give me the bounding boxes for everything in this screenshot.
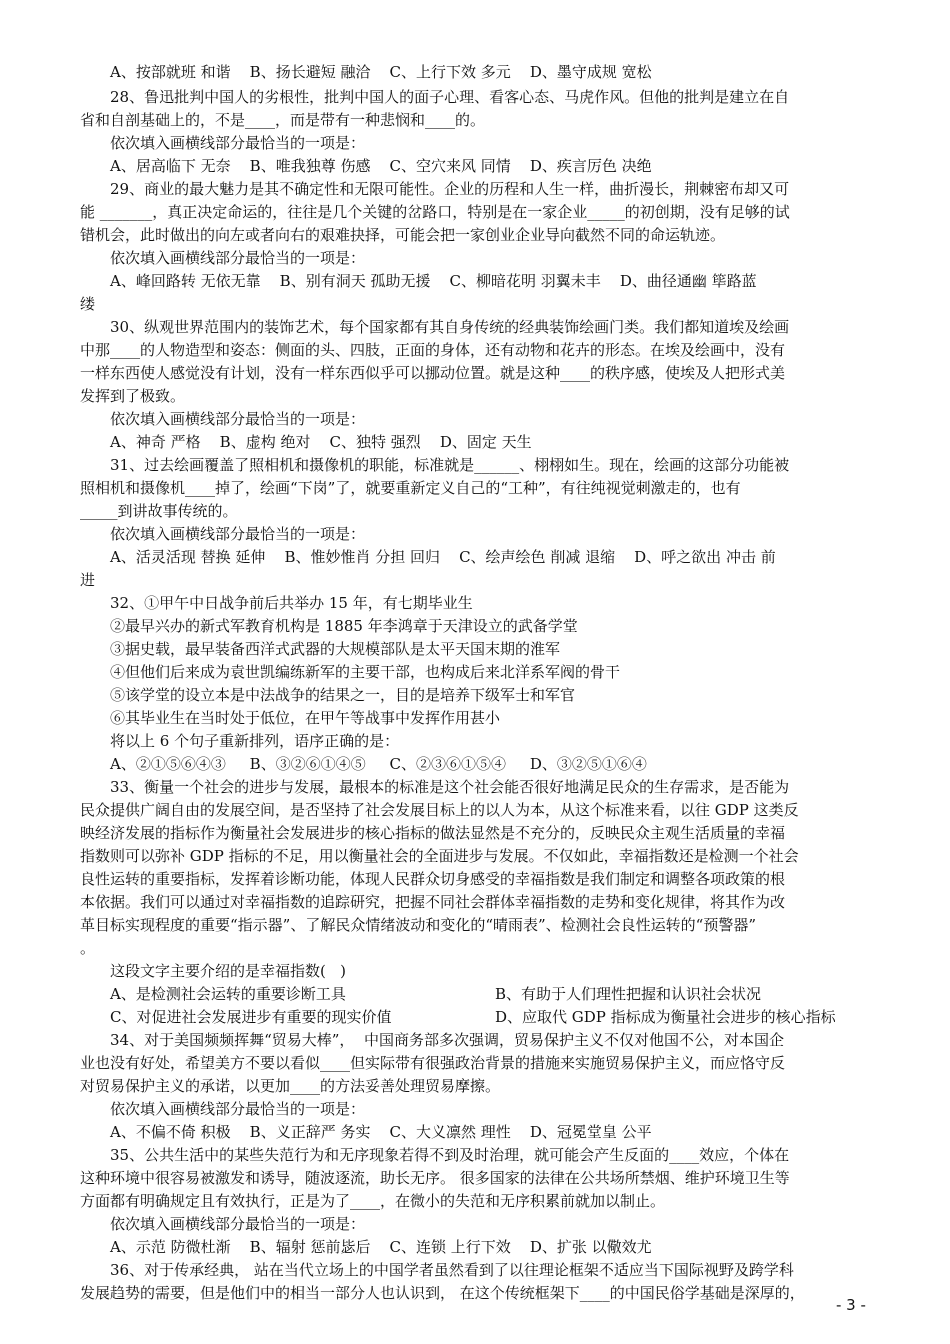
- q32-sentence: ④但他们后来成为袁世凯编练新军的主要干部，也构成后来北洋系军阀的骨干: [110, 663, 621, 681]
- q34-stem-line: 34、对于美国频频挥舞“贸易大棒”， 中国商务部多次强调，贸易保护主义不仅对他国不公，对本国企: [110, 1031, 784, 1049]
- q35-stem-line: 35、公共生活中的某些失范行为和无序现象若得不到及时治理，就可能会产生反面的____效应，个体在: [110, 1146, 790, 1164]
- q29-prompt: 依次填入画横线部分最恰当的一项是：: [110, 249, 366, 267]
- page-number: - 3 -: [836, 1296, 866, 1314]
- q29-options: A、峰回路转 无依无靠 B、别有洞天 孤助无援 C、柳暗花明 羽翼未丰 D、曲径通幽 筚路蓝: [110, 272, 757, 290]
- q31-stem-line: 照相机和摄像机____掉了，绘画“下岗”了，就要重新定义自己的“工种”，有往纯视觉刺激走的，也有: [80, 479, 741, 497]
- q33-prompt: 这段文字主要介绍的是幸福指数( ): [110, 962, 347, 980]
- q30-prompt: 依次填入画横线部分最恰当的一项是：: [110, 410, 366, 428]
- q35-stem-line: 方面都有明确规定且有效执行，正是为了____，在微小的失范和无序积累前就加以制止。: [80, 1192, 666, 1210]
- q33-stem-line: 。: [80, 939, 96, 957]
- q33-stem-line: 革目标实现程度的重要“指示器”、了解民众情绪波动和变化的“晴雨表”、检测社会良性运转的“预警器”: [80, 916, 757, 934]
- q28-stem-line: 28、鲁迅批判中国人的劣根性，批判中国人的面子心理、看客心态、马虎作风。但他的批判是建立在自: [110, 88, 790, 106]
- q32-sentence: ⑤该学堂的设立本是中法战争的结果之一，目的是培养下级军士和军官: [110, 686, 576, 704]
- q31-options: A、活灵活现 替换 延伸 B、惟妙惟肖 分担 回归 C、绘声绘色 削减 退缩 D、呼之欲出 冲击 前: [110, 548, 776, 566]
- q33-option-c: C、对促进社会发展进步有重要的现实价值: [110, 1008, 392, 1026]
- q28-prompt: 依次填入画横线部分最恰当的一项是：: [110, 134, 366, 152]
- q27-options: A、按部就班 和谐 B、扬长避短 融洽 C、上行下效 多元 D、墨守成规 宽松: [110, 63, 652, 81]
- q33-stem-line: 33、衡量一个社会的进步与发展，最根本的标准是这个社会能否很好地满足民众的生存需求，是否能为: [110, 778, 790, 796]
- q32-options: A、②①⑤⑥④③ B、③②⑥①④⑤ C、②③⑥①⑤④ D、③②⑤①⑥④: [110, 755, 647, 773]
- q35-prompt: 依次填入画横线部分最恰当的一项是：: [110, 1215, 366, 1233]
- q29-stem-line: 29、商业的最大魅力是其不确定性和无限可能性。企业的历程和人生一样，曲折漫长，荆棘密布却又可: [110, 180, 790, 198]
- q31-stem-line: 31、过去绘画覆盖了照相机和摄像机的职能，标准就是______、栩栩如生。现在，绘画的这部分功能被: [110, 456, 790, 474]
- q30-stem-line: 一样东西使人感觉没有计划，没有一样东西似乎可以挪动位置。就是这种____的秩序感，使埃及人把形式美: [80, 364, 786, 382]
- q34-options: A、不偏不倚 积极 B、义正辞严 务实 C、大义凛然 理性 D、冠冕堂皇 公平: [110, 1123, 652, 1141]
- q34-stem-line: 对贸易保护主义的承诺，以更加____的方法妥善处理贸易摩擦。: [80, 1077, 501, 1095]
- q36-stem-line: 发展趋势的需要，但是他们中的相当一部分人也认识到， 在这个传统框架下____的中国民俗学基础是深厚的，: [80, 1284, 805, 1302]
- q33-option-a: A、是检测社会运转的重要诊断工具: [110, 985, 346, 1003]
- q33-stem-line: 指数则可以弥补 GDP 指标的不足，用以衡量社会的全面进步与发展。不仅如此，幸福指数还是检测一个社会: [80, 847, 799, 865]
- q32-prompt: 将以上 6 个句子重新排列，语序正确的是：: [110, 732, 400, 750]
- q35-stem-line: 这种环境中很容易被激发和诱导，随波逐流，助长无序。 很多国家的法律在公共场所禁烟、维护环境卫生等: [80, 1169, 790, 1187]
- q30-stem-line: 30、纵观世界范围内的装饰艺术，每个国家都有其自身传统的经典装饰绘画门类。我们都知道埃及绘画: [110, 318, 790, 336]
- q33-stem-line: 本依据。我们可以通过对幸福指数的追踪研究，把握不同社会群体幸福指数的走势和变化规律，将其作为改: [80, 893, 786, 911]
- q28-options: A、居高临下 无奈 B、唯我独尊 伤感 C、空穴来风 同情 D、疾言厉色 决绝: [110, 157, 652, 175]
- q32-sentence: ⑥其毕业生在当时处于低位，在甲午等战事中发挥作用甚小: [110, 709, 501, 727]
- q32-sentence: ②最早兴办的新式军教育机构是 1885 年李鸿章于天津设立的武备学堂: [110, 617, 578, 635]
- q30-stem-line: 发挥到了极致。: [80, 387, 186, 405]
- q31-stem-line: _____到讲故事传统的。: [80, 502, 238, 520]
- q30-options: A、神奇 严格 B、虚构 绝对 C、独特 强烈 D、固定 天生: [110, 433, 532, 451]
- q30-stem-line: 中那____的人物造型和姿态：侧面的头、四肢，正面的身体，还有动物和花卉的形态。在埃及绘画中，没有: [80, 341, 786, 359]
- q33-stem-line: 映经济发展的指标作为衡量社会发展进步的核心指标的做法显然是不充分的，反映民众主观生活质量的幸福: [80, 824, 786, 842]
- q31-options-cont: 进: [80, 571, 96, 589]
- q33-option-d: D、应取代 GDP 指标成为衡量社会进步的核心指标: [495, 1008, 836, 1026]
- q35-options: A、示范 防微杜渐 B、辐射 惩前毖后 C、连锁 上行下效 D、扩张 以儆效尤: [110, 1238, 652, 1256]
- q29-options-cont: 缕: [80, 295, 96, 313]
- q33-stem-line: 民众提供广阔自由的发展空间，是否坚持了社会发展目标上的以人为本，从这个标准来看，以往 GDP 这类反: [80, 801, 799, 819]
- q32-sentence: 32、①甲午中日战争前后共举办 15 年，有七期毕业生: [110, 594, 473, 612]
- q31-prompt: 依次填入画横线部分最恰当的一项是：: [110, 525, 366, 543]
- q34-stem-line: 业也没有好处，希望美方不要以看似____但实际带有很强政治背景的措施来实施贸易保护主义，而应恪守反: [80, 1054, 786, 1072]
- q28-stem-line: 省和自剖基础上的，不是____，而是带有一种悲悯和____的。: [80, 111, 486, 129]
- q32-sentence: ③据史载，最早装备西洋式武器的大规模部队是太平天国末期的淮军: [110, 640, 561, 658]
- q29-stem-line: 错机会，此时做出的向左或者向右的艰难抉择，可能会把一家创业企业导向截然不同的命运轨迹。: [80, 226, 726, 244]
- q34-prompt: 依次填入画横线部分最恰当的一项是：: [110, 1100, 366, 1118]
- q33-option-b: B、有助于人们理性把握和认识社会状况: [495, 985, 762, 1003]
- q29-stem-line: 能 _______，真正决定命运的，往往是几个关键的岔路口，特别是在一家企业_____的初创期，没有足够的试: [80, 203, 790, 221]
- q33-stem-line: 良性运转的重要指标，发挥着诊断功能，体现人民群众切身感受的幸福指数是我们制定和调整各项政策的根: [80, 870, 786, 888]
- q36-stem-line: 36、对于传承经典， 站在当代立场上的中国学者虽然看到了以往理论框架不适应当下国际视野及跨学科: [110, 1261, 794, 1279]
